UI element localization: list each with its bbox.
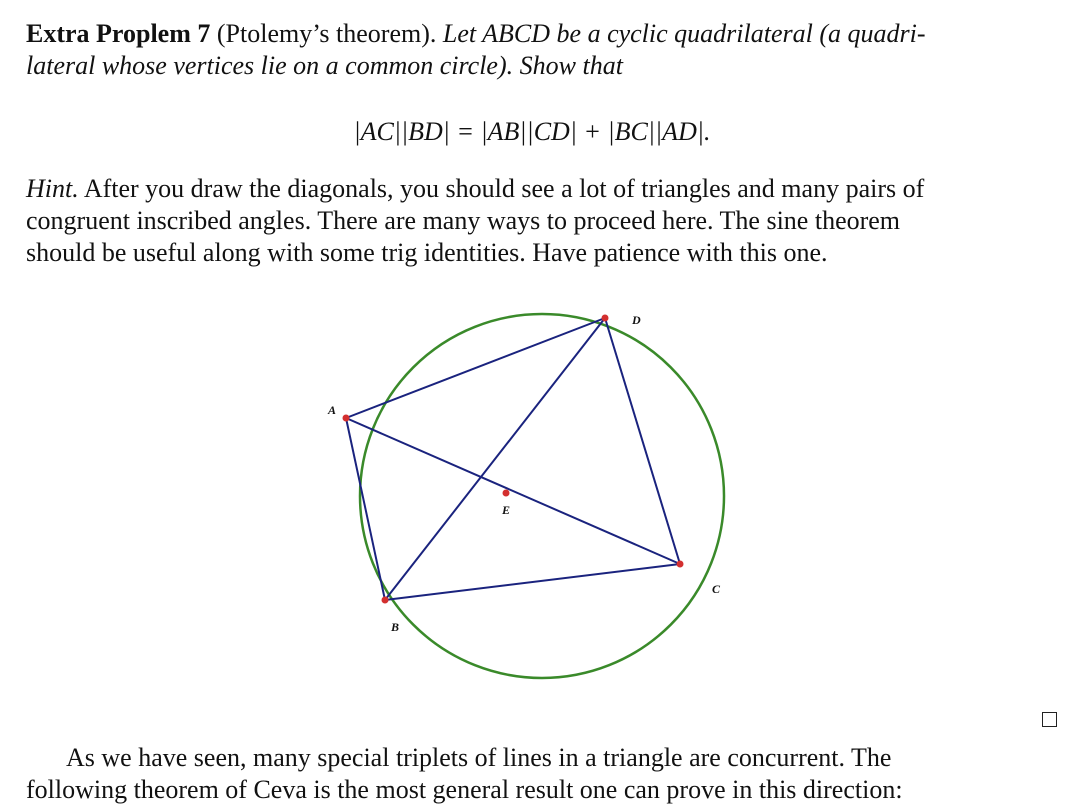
document-page	[26, 18, 1038, 804]
following-paragraph	[26, 742, 1038, 806]
point-a	[343, 415, 350, 422]
segment-ba	[346, 418, 385, 600]
label-e: E	[502, 503, 511, 517]
circumcircle	[360, 314, 724, 678]
qed-box-icon	[1042, 712, 1057, 727]
label-c: C	[712, 582, 721, 596]
diagonal-ac	[346, 418, 680, 564]
hint-line1-wrap	[26, 173, 1038, 205]
segment-dc	[605, 318, 680, 564]
point-d	[602, 315, 609, 322]
problem-heading: Extra Proplem 7	[26, 19, 211, 48]
hint-block	[26, 173, 1038, 269]
label-d: D	[632, 313, 641, 327]
label-a: A	[328, 403, 337, 417]
hint-line2: congruent inscribed angles. There are many ways to proceed here. The sine theorem	[26, 206, 901, 235]
tail-line2: following theorem of Ceva is the most general result one can prove in this direction:	[26, 775, 903, 804]
hint-label: Hint.	[26, 174, 79, 203]
hint-line3: should be useful along with some trig identities. Have patience with this one.	[26, 238, 828, 267]
hint-line1: After you draw the diagonals, you should see a lot of triangles and many pairs of	[83, 174, 925, 203]
point-c	[677, 561, 684, 568]
problem-statement-line1: Let ABCD be a cyclic quadrilateral (a quadri-	[442, 19, 926, 48]
ptolemy-figure	[326, 288, 766, 698]
tail-line1: As we have seen, many special triplets of lines in a triangle are concurrent. The	[66, 743, 892, 772]
point-b	[382, 597, 389, 604]
label-b: B	[391, 620, 400, 634]
problem-statement	[26, 18, 1038, 82]
segment-cb	[385, 564, 680, 600]
point-e	[503, 490, 510, 497]
geometry-diagram	[326, 288, 766, 698]
ptolemy-formula: |AC||BD| = |AB||CD| + |BC||AD|.	[353, 117, 711, 146]
problem-subtitle: (Ptolemy’s theorem).	[216, 19, 437, 48]
problem-statement-line2: lateral whose vertices lie on a common circle). Show that	[26, 51, 623, 80]
